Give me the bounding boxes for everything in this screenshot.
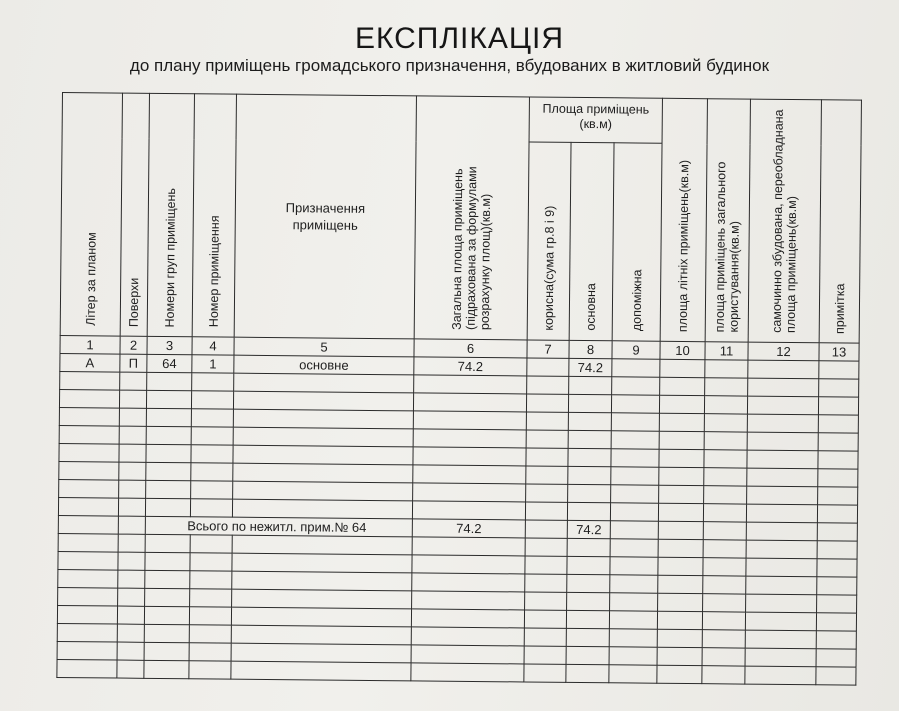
cell-empty bbox=[232, 499, 412, 519]
empty-rows-upper bbox=[58, 371, 858, 523]
cell-empty bbox=[611, 485, 659, 503]
col-number: 3 bbox=[147, 336, 192, 354]
cell-empty bbox=[568, 394, 611, 412]
cell-empty bbox=[117, 660, 144, 678]
cell-empty bbox=[57, 623, 117, 642]
cell-empty bbox=[818, 433, 858, 451]
cell-empty bbox=[117, 606, 144, 624]
cell-empty bbox=[147, 372, 192, 390]
cell-empty bbox=[659, 485, 704, 503]
cell-empty bbox=[58, 533, 118, 552]
cell-empty bbox=[818, 469, 858, 487]
col-number: 9 bbox=[612, 341, 660, 359]
cell-empty bbox=[567, 592, 610, 610]
cell-empty bbox=[703, 504, 746, 522]
cell-total-area: 74.2 bbox=[414, 357, 527, 376]
cell-empty bbox=[145, 552, 190, 570]
cell-empty bbox=[413, 465, 526, 484]
cell-empty bbox=[526, 430, 568, 448]
cell-empty bbox=[817, 505, 857, 523]
header-row-top bbox=[62, 93, 861, 146]
cell-empty bbox=[57, 659, 117, 678]
col-number: 1 bbox=[60, 335, 120, 354]
cell-empty bbox=[747, 468, 818, 487]
cell-empty bbox=[58, 497, 118, 516]
cell-empty bbox=[58, 551, 118, 570]
cell-empty bbox=[412, 537, 525, 556]
total-area: 74.2 bbox=[412, 519, 525, 538]
cell-empty bbox=[58, 515, 118, 534]
cell-empty bbox=[660, 359, 705, 377]
cell-empty bbox=[57, 605, 117, 624]
cell-empty bbox=[414, 375, 527, 394]
cell-empty bbox=[748, 360, 819, 379]
header-useful: корисна(сума гр.8 і 9) bbox=[527, 142, 571, 340]
cell-empty bbox=[659, 431, 704, 449]
cell-empty bbox=[413, 447, 526, 466]
cell-empty bbox=[703, 594, 746, 612]
cell-liter: А bbox=[60, 353, 120, 372]
cell-empty bbox=[659, 449, 704, 467]
cell-empty bbox=[412, 573, 525, 592]
document-subtitle: до плану приміщень громадського призначення, вбудованих в житловий будинок bbox=[129, 56, 770, 75]
total-main: 74.2 bbox=[567, 520, 610, 538]
cell-empty bbox=[146, 462, 191, 480]
cell-empty bbox=[411, 609, 524, 628]
col-number: 8 bbox=[569, 340, 612, 358]
cell-empty bbox=[703, 540, 746, 558]
cell-empty bbox=[567, 502, 610, 520]
cell-empty bbox=[747, 450, 818, 469]
cell-empty bbox=[611, 467, 659, 485]
col-number: 6 bbox=[414, 339, 527, 358]
cell-empty bbox=[119, 390, 146, 408]
cell-empty bbox=[702, 666, 745, 684]
cell-empty bbox=[705, 360, 748, 378]
cell-empty bbox=[146, 408, 191, 426]
cell-empty bbox=[566, 628, 609, 646]
cell-empty bbox=[525, 520, 567, 538]
cell-empty bbox=[118, 498, 145, 516]
cell-empty bbox=[525, 538, 567, 556]
cell-empty bbox=[703, 576, 746, 594]
cell-empty bbox=[817, 577, 857, 595]
cell-empty bbox=[413, 411, 526, 430]
cell-empty bbox=[146, 390, 191, 408]
cell-empty bbox=[119, 444, 146, 462]
explication-table bbox=[56, 92, 862, 686]
cell-empty bbox=[118, 588, 145, 606]
cell-empty bbox=[231, 661, 411, 681]
cell-empty bbox=[611, 413, 659, 431]
cell-empty bbox=[233, 445, 413, 465]
cell-empty bbox=[817, 559, 857, 577]
cell-empty bbox=[704, 396, 747, 414]
cell-empty bbox=[233, 409, 413, 429]
cell-empty bbox=[657, 665, 702, 683]
cell-empty bbox=[660, 377, 705, 395]
cell-empty bbox=[526, 412, 568, 430]
cell-empty bbox=[609, 665, 657, 683]
col-number: 5 bbox=[234, 337, 414, 357]
cell-empty bbox=[703, 558, 746, 576]
cell-empty bbox=[704, 486, 747, 504]
cell-empty bbox=[144, 624, 189, 642]
cell-empty bbox=[527, 376, 569, 394]
cell-empty bbox=[118, 534, 145, 552]
cell-empty bbox=[816, 631, 856, 649]
cell-empty bbox=[748, 378, 819, 397]
cell-empty bbox=[610, 503, 658, 521]
cell-empty bbox=[567, 556, 610, 574]
cell-empty bbox=[745, 612, 816, 631]
cell-empty bbox=[612, 377, 660, 395]
cell-empty bbox=[524, 628, 566, 646]
header-summer-area: площа літніх приміщень(кв.м) bbox=[660, 98, 707, 341]
cell-empty bbox=[525, 574, 567, 592]
cell-empty bbox=[746, 594, 817, 613]
cell-empty bbox=[233, 391, 413, 411]
cell-empty bbox=[191, 445, 233, 463]
cell-empty bbox=[817, 541, 857, 559]
cell-empty bbox=[659, 395, 704, 413]
cell-group-no: 64 bbox=[147, 354, 192, 372]
cell-empty bbox=[119, 408, 146, 426]
cell-empty bbox=[59, 407, 119, 426]
header-liter: Літер за планом bbox=[60, 93, 122, 337]
cell-purpose: основне bbox=[234, 355, 414, 375]
cell-empty bbox=[190, 535, 232, 553]
col-number: 10 bbox=[660, 341, 705, 359]
header-floors: Поверхи bbox=[120, 93, 149, 336]
cell-empty bbox=[144, 606, 189, 624]
cell-empty bbox=[611, 395, 659, 413]
cell-empty bbox=[60, 371, 120, 390]
cell-empty bbox=[526, 466, 568, 484]
cell-empty bbox=[747, 486, 818, 505]
cell-empty bbox=[118, 516, 145, 534]
cell-empty bbox=[704, 468, 747, 486]
cell-empty bbox=[611, 449, 659, 467]
cell-empty bbox=[610, 557, 658, 575]
cell-empty bbox=[818, 415, 858, 433]
cell-empty bbox=[658, 503, 703, 521]
empty-rows-lower bbox=[57, 533, 857, 685]
cell-empty bbox=[610, 575, 658, 593]
cell-empty bbox=[232, 589, 412, 609]
cell-empty bbox=[231, 625, 411, 645]
cell-empty bbox=[611, 431, 659, 449]
cell-empty bbox=[819, 361, 859, 379]
cell-empty bbox=[525, 592, 567, 610]
col-number: 12 bbox=[748, 342, 819, 361]
cell-empty bbox=[191, 427, 233, 445]
cell-empty bbox=[658, 539, 703, 557]
header-auxiliary: допоміжна bbox=[612, 143, 662, 341]
cell-empty bbox=[232, 535, 412, 555]
cell-empty bbox=[746, 522, 817, 541]
cell-empty bbox=[233, 427, 413, 447]
cell-empty bbox=[704, 432, 747, 450]
cell-empty bbox=[231, 607, 411, 627]
cell-empty bbox=[190, 553, 232, 571]
cell-empty bbox=[818, 451, 858, 469]
cell-empty bbox=[144, 660, 189, 678]
header-main: основна bbox=[569, 142, 614, 340]
cell-empty bbox=[189, 661, 231, 679]
cell-empty bbox=[145, 570, 190, 588]
cell-empty bbox=[192, 373, 234, 391]
cell-useful bbox=[527, 358, 569, 376]
cell-empty bbox=[658, 575, 703, 593]
cell-empty bbox=[413, 393, 526, 412]
cell-empty bbox=[231, 643, 411, 663]
cell-empty bbox=[816, 649, 856, 667]
cell-empty bbox=[412, 555, 525, 574]
cell-empty bbox=[117, 624, 144, 642]
cell-empty bbox=[118, 570, 145, 588]
cell-empty bbox=[524, 664, 566, 682]
cell-empty bbox=[58, 587, 118, 606]
header-common-area: площа приміщень загального користування(кв.м) bbox=[705, 99, 750, 342]
cell-empty bbox=[704, 414, 747, 432]
cell-empty bbox=[568, 448, 611, 466]
cell-empty bbox=[413, 429, 526, 448]
cell-empty bbox=[817, 523, 857, 541]
cell-empty bbox=[745, 648, 816, 667]
col-number: 13 bbox=[819, 343, 859, 361]
cell-empty bbox=[120, 372, 147, 390]
cell-empty bbox=[412, 591, 525, 610]
cell-empty bbox=[526, 448, 568, 466]
cell-empty bbox=[659, 467, 704, 485]
cell-empty bbox=[568, 430, 611, 448]
cell-empty bbox=[119, 426, 146, 444]
header-note: примітка bbox=[819, 100, 861, 343]
cell-empty bbox=[524, 610, 566, 628]
cell-empty bbox=[59, 425, 119, 444]
cell-empty bbox=[58, 569, 118, 588]
cell-empty bbox=[412, 501, 525, 520]
cell-empty bbox=[190, 589, 232, 607]
cell-empty bbox=[658, 593, 703, 611]
cell-empty bbox=[191, 391, 233, 409]
col-number: 11 bbox=[705, 342, 748, 360]
cell-empty bbox=[191, 481, 233, 499]
cell-empty bbox=[411, 627, 524, 646]
cell-empty bbox=[145, 498, 190, 516]
cell-empty bbox=[745, 630, 816, 649]
cell-empty bbox=[146, 480, 191, 498]
cell-empty bbox=[525, 502, 567, 520]
cell-empty bbox=[609, 611, 657, 629]
cell-empty bbox=[191, 409, 233, 427]
cell-empty bbox=[658, 521, 703, 539]
cell-empty bbox=[117, 642, 144, 660]
cell-empty bbox=[702, 612, 745, 630]
cell-empty bbox=[610, 539, 658, 557]
cell-empty bbox=[119, 462, 146, 480]
col-number: 7 bbox=[527, 340, 569, 358]
cell-empty bbox=[566, 610, 609, 628]
cell-empty bbox=[818, 397, 858, 415]
cell-empty bbox=[190, 571, 232, 589]
cell-empty bbox=[144, 642, 189, 660]
cell-empty bbox=[703, 522, 746, 540]
cell-empty bbox=[57, 641, 117, 660]
cell-empty bbox=[568, 484, 611, 502]
cell-empty bbox=[189, 607, 231, 625]
cell-empty bbox=[747, 432, 818, 451]
cell-empty bbox=[702, 630, 745, 648]
cell-empty bbox=[569, 376, 612, 394]
cell-empty bbox=[232, 571, 412, 591]
cell-empty bbox=[567, 538, 610, 556]
cell-empty bbox=[746, 558, 817, 577]
cell-empty bbox=[59, 479, 119, 498]
cell-empty bbox=[233, 481, 413, 501]
cell-empty bbox=[610, 593, 658, 611]
cell-empty bbox=[191, 463, 233, 481]
col-number: 2 bbox=[120, 336, 147, 354]
cell-empty bbox=[234, 373, 414, 393]
col-number: 4 bbox=[192, 337, 234, 355]
cell-empty bbox=[658, 557, 703, 575]
cell-empty bbox=[146, 444, 191, 462]
cell-floor: П bbox=[120, 354, 147, 372]
explication-table-wrap bbox=[56, 92, 862, 686]
cell-empty bbox=[145, 588, 190, 606]
header-purpose: Призначення приміщень bbox=[234, 94, 416, 339]
cell-empty bbox=[413, 483, 526, 502]
cell-empty bbox=[59, 389, 119, 408]
cell-empty bbox=[657, 611, 702, 629]
cell-empty bbox=[59, 461, 119, 480]
cell-empty bbox=[526, 394, 568, 412]
cell-empty bbox=[411, 663, 524, 682]
cell-empty bbox=[566, 646, 609, 664]
cell-empty bbox=[705, 378, 748, 396]
cell-empty bbox=[526, 484, 568, 502]
cell-empty bbox=[816, 667, 856, 685]
cell-empty bbox=[189, 625, 231, 643]
cell-empty bbox=[232, 553, 412, 573]
header-room-number: Номер приміщення bbox=[192, 94, 236, 337]
cell-empty bbox=[610, 521, 658, 539]
cell-empty bbox=[118, 552, 145, 570]
cell-empty bbox=[816, 613, 856, 631]
cell-empty bbox=[747, 414, 818, 433]
cell-empty bbox=[119, 480, 146, 498]
cell-empty bbox=[146, 426, 191, 444]
total-label: Всього по нежитл. прим.№ 64 bbox=[145, 516, 412, 537]
cell-empty bbox=[657, 647, 702, 665]
cell-empty bbox=[612, 359, 660, 377]
cell-empty bbox=[659, 413, 704, 431]
cell-empty bbox=[524, 646, 566, 664]
cell-empty bbox=[411, 645, 524, 664]
cell-empty bbox=[702, 648, 745, 666]
cell-main: 74.2 bbox=[569, 358, 612, 376]
cell-empty bbox=[525, 556, 567, 574]
cell-empty bbox=[568, 466, 611, 484]
cell-empty bbox=[817, 595, 857, 613]
cell-empty bbox=[233, 463, 413, 483]
header-total-area: Загальна площа приміщень (підрахована за формулами розрахунку площ)(кв.м) bbox=[414, 96, 529, 340]
cell-empty bbox=[704, 450, 747, 468]
header-unauthorized-area: самочинно збудована, переобладнана площа приміщень(кв.м) bbox=[748, 99, 821, 343]
cell-empty bbox=[746, 504, 817, 523]
cell-empty bbox=[818, 487, 858, 505]
header-area-group: Площа приміщень (кв.м) bbox=[529, 97, 662, 143]
cell-empty bbox=[746, 540, 817, 559]
cell-room-no: 1 bbox=[192, 355, 234, 373]
document-title: ЕКСПЛІКАЦІЯ bbox=[354, 22, 565, 55]
cell-empty bbox=[819, 379, 859, 397]
cell-empty bbox=[609, 647, 657, 665]
cell-empty bbox=[145, 534, 190, 552]
cell-empty bbox=[568, 412, 611, 430]
cell-empty bbox=[609, 629, 657, 647]
cell-empty bbox=[59, 443, 119, 462]
cell-empty bbox=[746, 576, 817, 595]
cell-empty bbox=[190, 499, 232, 517]
cell-empty bbox=[745, 666, 816, 685]
cell-empty bbox=[189, 643, 231, 661]
cell-empty bbox=[657, 629, 702, 647]
cell-empty bbox=[566, 664, 609, 682]
header-group-numbers: Номери груп приміщень bbox=[147, 93, 194, 336]
cell-empty bbox=[567, 574, 610, 592]
cell-empty bbox=[747, 396, 818, 415]
